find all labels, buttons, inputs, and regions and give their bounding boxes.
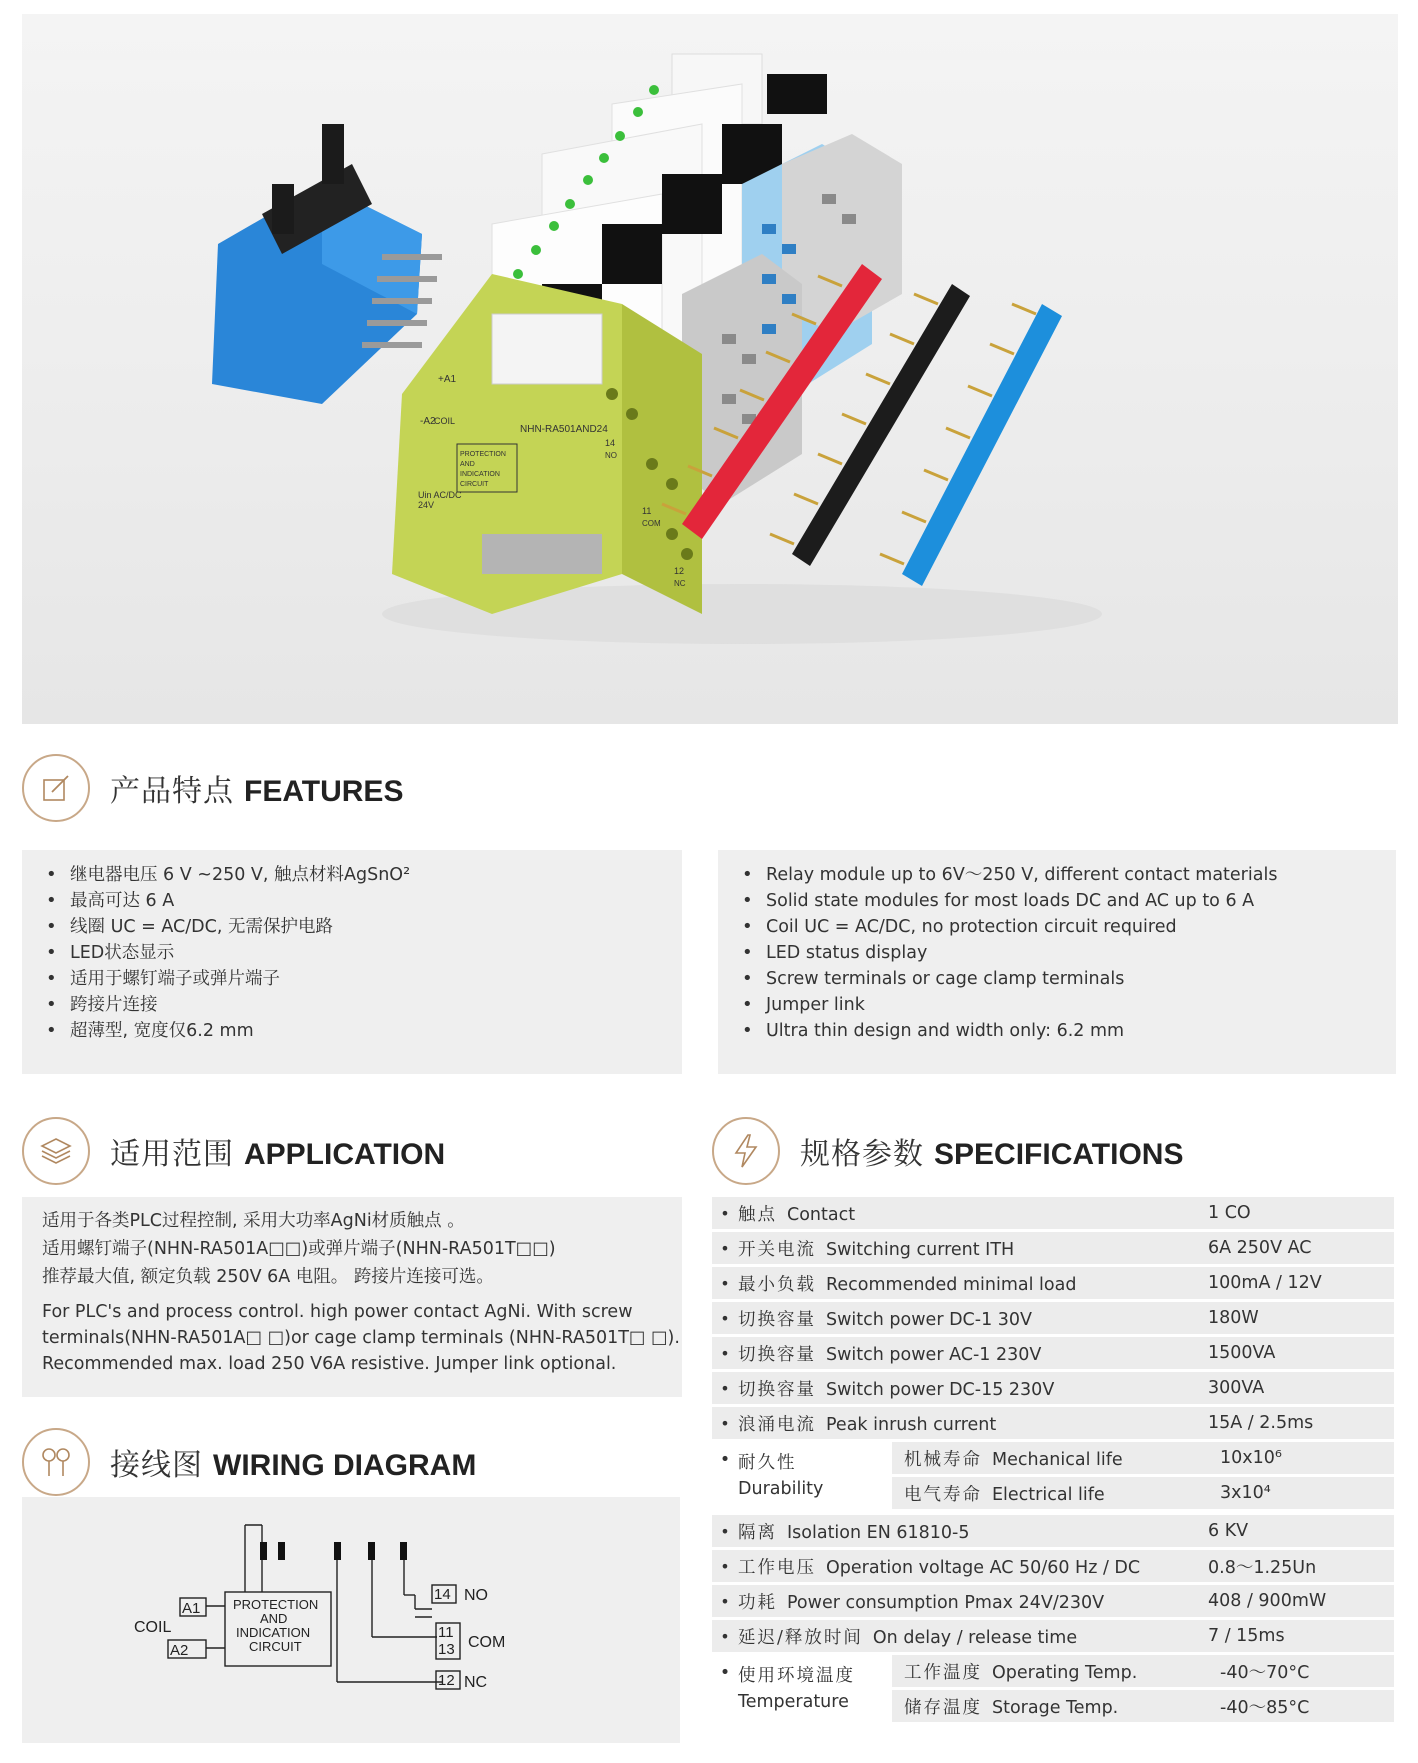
edit-icon bbox=[22, 754, 90, 822]
svg-text:PROTECTION: PROTECTION bbox=[233, 1597, 319, 1612]
spec-electrical-life: 电气寿命 Electrical life 3x10⁴ bbox=[892, 1477, 1394, 1509]
svg-text:NO: NO bbox=[605, 451, 617, 460]
feature-item: • 线圈 UC = AC/DC, 无需保护电路 bbox=[46, 914, 682, 940]
svg-text:24V: 24V bbox=[418, 500, 435, 510]
feature-item: • LED状态显示 bbox=[46, 940, 682, 966]
spec-row: • 浪涌电流 Peak inrush current 15A / 2.5ms bbox=[712, 1407, 1394, 1439]
application-header bbox=[22, 1117, 445, 1185]
spec-value: 6A 250V AC bbox=[1208, 1238, 1312, 1258]
svg-text:14: 14 bbox=[605, 438, 616, 448]
feature-item: • 继电器电压 6 V ~250 V, 触点材料AgSnO² bbox=[46, 862, 682, 888]
spec-value: 7 / 15ms bbox=[1208, 1626, 1285, 1646]
svg-text:14: 14 bbox=[434, 1586, 451, 1603]
svg-text:INDICATION: INDICATION bbox=[460, 471, 500, 478]
relay-model-label: NHN-RA501AND24 bbox=[520, 424, 608, 435]
spec-value: 10x10⁶ bbox=[1220, 1448, 1282, 1468]
specifications-header bbox=[712, 1117, 1183, 1185]
product-photo bbox=[22, 14, 1398, 724]
spec-row: • 延迟/释放时间 On delay / release time 7 / 15ms bbox=[712, 1620, 1394, 1652]
feature-item: • 适用于螺钉端子或弹片端子 bbox=[46, 966, 682, 992]
layers-icon bbox=[22, 1117, 90, 1185]
relay-modules-illustration bbox=[22, 14, 1398, 724]
svg-text:Uin AC/DC: Uin AC/DC bbox=[418, 490, 462, 500]
svg-text:13: 13 bbox=[438, 1641, 455, 1658]
features-en-panel bbox=[718, 850, 1396, 1074]
wiring-a2-label: A2 bbox=[170, 1642, 189, 1659]
spec-row: • 切换容量 Switch power DC-15 230V 300VA bbox=[712, 1372, 1394, 1404]
features-cn-list bbox=[22, 850, 682, 1044]
application-title: 适用范围 APPLICATION bbox=[110, 1137, 446, 1172]
spec-storage-temp: 储存温度 Storage Temp. -40～85°C bbox=[892, 1690, 1394, 1722]
feature-item: • Coil UC = AC/DC, no protection circuit required bbox=[742, 914, 1396, 940]
spec-temperature: • 使用环境温度 Temperature 工作温度 Operating Temp. -40～70°C 储存温度 Storage Temp. -40～85°C bbox=[712, 1655, 1394, 1725]
connector-pins-icon bbox=[22, 1428, 90, 1496]
svg-text:12: 12 bbox=[674, 566, 685, 576]
spec-value: -40～85°C bbox=[1220, 1697, 1310, 1718]
application-en-text: For PLC's and process control. high power contact AgNi. With screw terminals(NHN-RA501A□ □)or cage clamp terminals (NHN-RA501T□ □). Recommended max. load 250 V6A resistive. Jumper link optional. bbox=[42, 1302, 680, 1374]
application-panel bbox=[22, 1197, 682, 1397]
svg-text:INDICATION: INDICATION bbox=[236, 1625, 311, 1640]
feature-item: • Ultra thin design and width only: 6.2 mm bbox=[742, 1018, 1396, 1044]
spec-value: 100mA / 12V bbox=[1208, 1273, 1322, 1293]
wiring-no-label: NO bbox=[464, 1587, 488, 1604]
blue-jumper-link bbox=[880, 304, 1062, 586]
feature-item: • 跨接片连接 bbox=[46, 992, 682, 1018]
svg-text:11: 11 bbox=[438, 1624, 454, 1641]
lightning-icon bbox=[712, 1117, 780, 1185]
feature-item: • 最高可达 6 A bbox=[46, 888, 682, 914]
svg-text:11: 11 bbox=[642, 506, 652, 516]
spec-value: 15A / 2.5ms bbox=[1208, 1413, 1314, 1433]
spec-value: -40～70°C bbox=[1220, 1662, 1310, 1683]
relay-a2-label: -A2 bbox=[420, 416, 436, 427]
spec-row: • 触点 Contact 1 CO bbox=[712, 1197, 1394, 1229]
wiring-com-label: COM bbox=[468, 1634, 506, 1651]
spec-durability: • 耐久性 Durability 机械寿命 Mechanical life 10x10⁶ 电气寿命 Electrical life 3x10⁴ bbox=[712, 1442, 1394, 1512]
features-header bbox=[22, 754, 403, 822]
relay-a1-label: +A1 bbox=[438, 374, 457, 385]
svg-text:COM: COM bbox=[642, 519, 661, 528]
feature-item: • Relay module up to 6V～250 V, different contact materials bbox=[742, 862, 1396, 888]
features-en-list bbox=[718, 850, 1396, 1044]
features-cn-panel bbox=[22, 850, 682, 1074]
spec-row: • 工作电压 Operation voltage AC 50/60 Hz / DC 0.8～1.25Un bbox=[712, 1550, 1394, 1582]
svg-text:AND: AND bbox=[460, 461, 475, 468]
spec-row: • 最小负载 Recommended minimal load 100mA / 12V bbox=[712, 1267, 1394, 1299]
svg-text:CIRCUIT: CIRCUIT bbox=[249, 1639, 302, 1654]
spec-value: 1 CO bbox=[1208, 1203, 1251, 1223]
wiring-header bbox=[22, 1428, 476, 1496]
spec-row: • 隔离 Isolation EN 61810-5 6 KV bbox=[712, 1515, 1394, 1547]
spec-operating-temp: 工作温度 Operating Temp. -40～70°C bbox=[892, 1655, 1394, 1687]
application-cn-text: 适用于各类PLC过程控制, 采用大功率AgNi材质触点 。 适用螺钉端子(NHN-RA501A□□)或弹片端子(NHN-RA501T□□) 推荐最大值, 额定负载 250V 6A 电阻。 跨接片连接可选。 bbox=[42, 1211, 556, 1287]
specifications-table bbox=[712, 1197, 1394, 1728]
svg-text:PROTECTION: PROTECTION bbox=[460, 451, 506, 458]
spec-value: 180W bbox=[1208, 1308, 1259, 1328]
spec-value: 0.8～1.25Un bbox=[1208, 1557, 1317, 1578]
green-relay-base bbox=[392, 274, 702, 614]
feature-item: • Solid state modules for most loads DC and AC up to 6 A bbox=[742, 888, 1396, 914]
spec-row: • 功耗 Power consumption Pmax 24V/230V 408 / 900mW bbox=[712, 1585, 1394, 1617]
spec-mechanical-life: 机械寿命 Mechanical life 10x10⁶ bbox=[892, 1442, 1394, 1474]
svg-text:12: 12 bbox=[438, 1672, 455, 1689]
features-title: 产品特点 FEATURES bbox=[110, 774, 404, 809]
wiring-diagram bbox=[22, 1497, 680, 1743]
feature-item: • 超薄型, 宽度仅6.2 mm bbox=[46, 1018, 682, 1044]
spec-row: • 开关电流 Switching current ITH 6A 250V AC bbox=[712, 1232, 1394, 1264]
spec-value: 3x10⁴ bbox=[1220, 1483, 1271, 1503]
wiring-nc-label: NC bbox=[464, 1674, 488, 1691]
relay-coil-label: COIL bbox=[434, 416, 456, 426]
spec-value: 408 / 900mW bbox=[1208, 1591, 1327, 1611]
wiring-title: 接线图 WIRING DIAGRAM bbox=[110, 1448, 477, 1483]
spec-row: • 切换容量 Switch power DC-1 30V 180W bbox=[712, 1302, 1394, 1334]
spec-row: • 切换容量 Switch power AC-1 230V 1500VA bbox=[712, 1337, 1394, 1369]
spec-value: 1500VA bbox=[1208, 1343, 1276, 1363]
feature-item: • Jumper link bbox=[742, 992, 1396, 1018]
wiring-a1-label: A1 bbox=[182, 1600, 201, 1617]
feature-item: • LED status display bbox=[742, 940, 1396, 966]
svg-text:AND: AND bbox=[260, 1611, 288, 1626]
specifications-title: 规格参数 SPECIFICATIONS bbox=[800, 1137, 1184, 1172]
svg-text:CIRCUIT: CIRCUIT bbox=[460, 481, 489, 488]
blue-connector-block bbox=[212, 124, 442, 404]
spec-value: 6 KV bbox=[1208, 1521, 1249, 1541]
feature-item: • Screw terminals or cage clamp terminals bbox=[742, 966, 1396, 992]
wiring-coil-label: COIL bbox=[134, 1619, 172, 1636]
svg-text:NC: NC bbox=[674, 579, 686, 588]
spec-value: 300VA bbox=[1208, 1378, 1265, 1398]
